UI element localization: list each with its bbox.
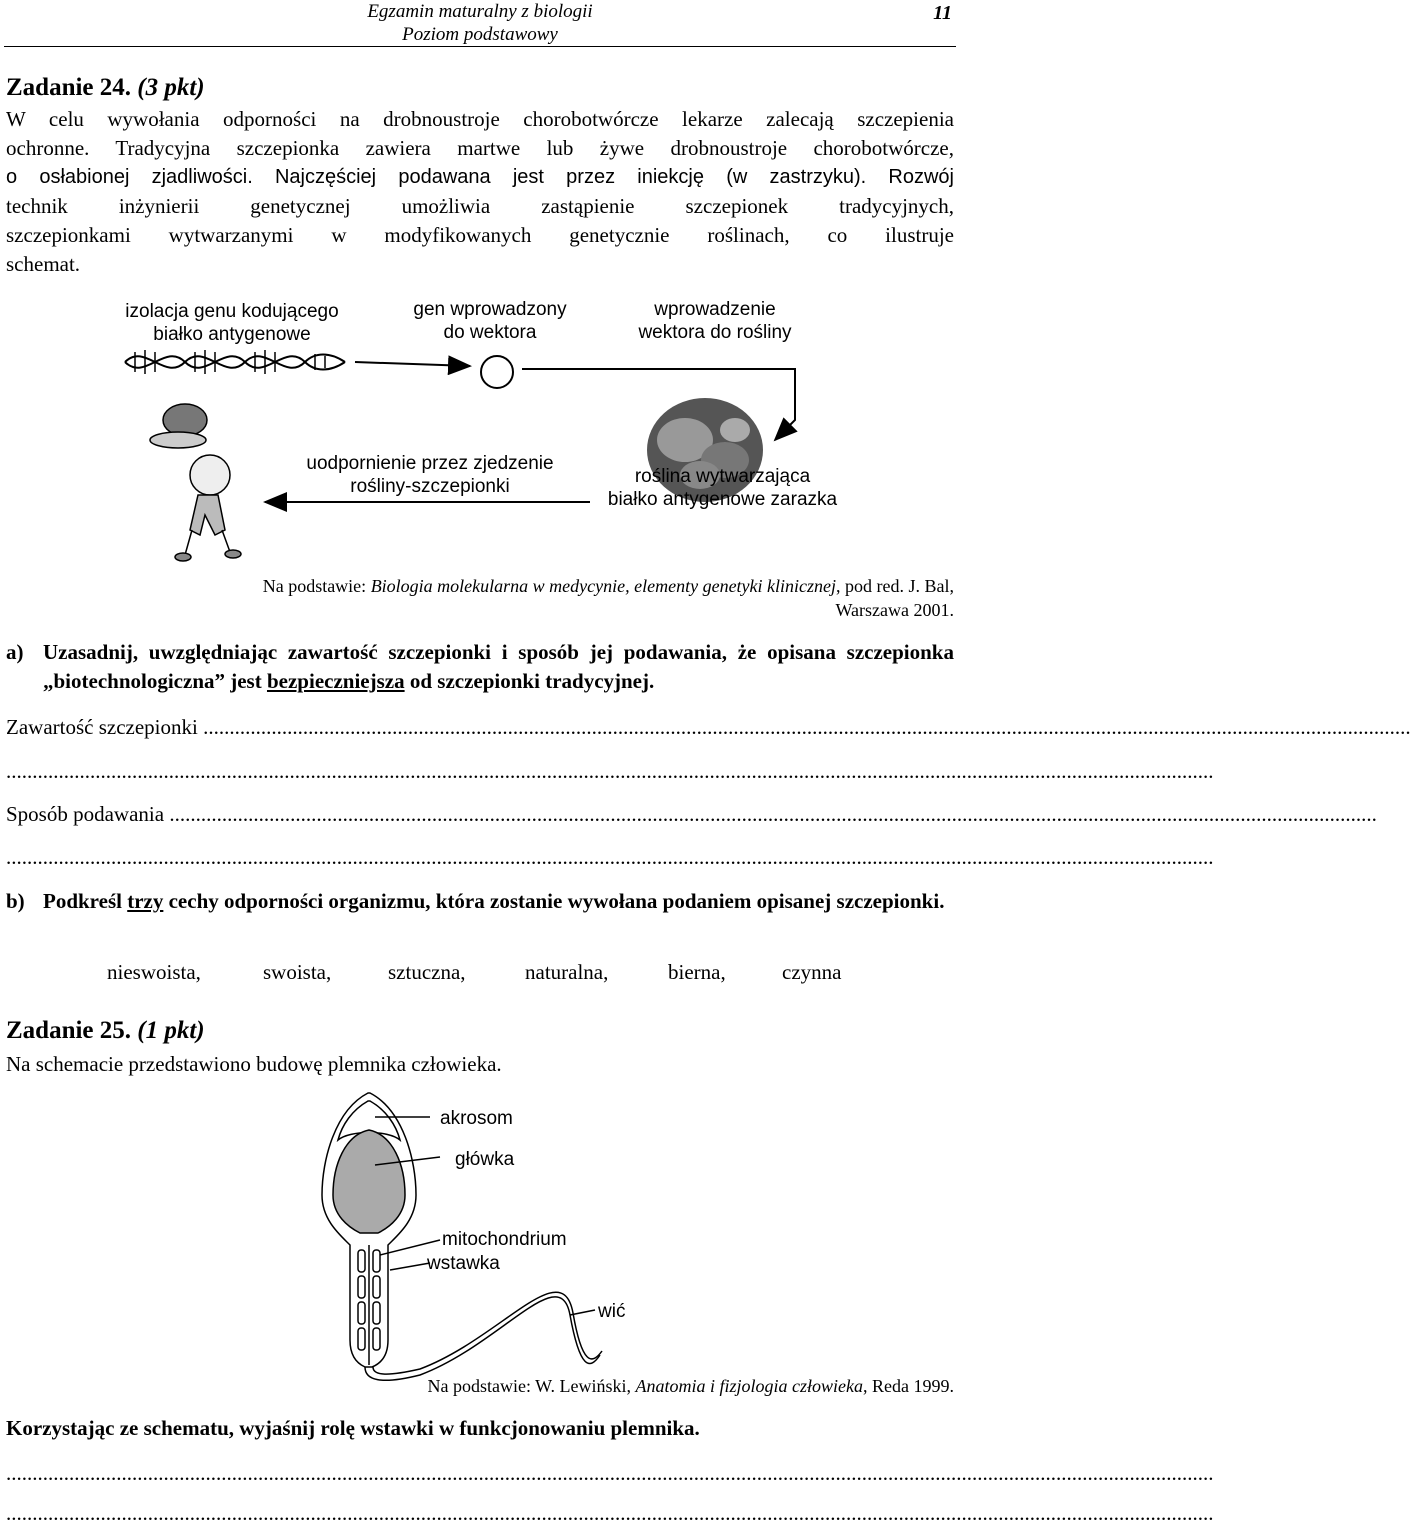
task24-part-b: [6, 887, 954, 916]
intro-line: schemat.: [6, 252, 81, 276]
answer-dots: ......................................................................................................................................................................................................................................: [203, 715, 1411, 739]
task25-source: [154, 1374, 954, 1398]
label-gene-vector: [370, 298, 610, 344]
option-sztuczna[interactable]: sztuczna,: [388, 960, 466, 984]
task24-source: [94, 574, 954, 622]
answer-dots: ......................................................................................................................................................................................................................................: [6, 759, 1214, 783]
task25-title-main: Zadanie 25.: [6, 1017, 132, 1044]
source-line-2: Warszawa 2001.: [835, 600, 954, 620]
source-prefix: Na podstawie: W. Lewiński,: [427, 1376, 636, 1396]
label-line: wektora do rośliny: [638, 322, 792, 343]
text-segment: cechy odporności organizmu, która zostanie wywołana podaniem opisanej szczepionki.: [163, 889, 945, 913]
answer-dots: ......................................................................................................................................................................................................................................: [6, 845, 1214, 869]
header-divider: [4, 46, 956, 47]
option-naturalna[interactable]: naturalna,: [525, 960, 609, 984]
answer-field-administration[interactable]: [6, 801, 1377, 827]
option-czynna[interactable]: czynna: [782, 960, 842, 984]
tail-flagellum: [365, 1297, 600, 1380]
label-line: białko antygenowe: [153, 324, 311, 345]
source-title: Anatomia i fizjologia człowieka: [635, 1376, 864, 1396]
label-acrosome: akrosom: [440, 1108, 513, 1129]
label-line: uodpornienie przez zjedzenie: [306, 453, 554, 474]
arrow-down-to-plant: [770, 369, 795, 440]
answer-line[interactable]: [6, 1500, 1214, 1526]
source-prefix: Na podstawie:: [262, 576, 371, 596]
label-line: wprowadzenie: [654, 299, 776, 320]
task24-title-main: Zadanie 24.: [6, 74, 132, 101]
vector-plasmid-icon: [481, 356, 513, 388]
label-midpiece: wstawka: [427, 1253, 500, 1274]
child-eating-plant-icon: [150, 404, 241, 561]
label-line: do wektora: [443, 322, 537, 343]
label-tail: wić: [598, 1301, 626, 1322]
mitochondrion-shape: [358, 1250, 365, 1272]
dna-helix-icon: [125, 350, 345, 374]
arrow-to-vector: [355, 362, 470, 366]
task24-part-a: [6, 638, 954, 696]
intro-line: W celu wywołania odporności na drobnoustroje chorobotwórcze lekarze zalecają szczepienia: [6, 107, 954, 131]
source-suffix: , pod red. J. Bal,: [836, 576, 954, 596]
intro-line: o osłabionej zjadliwości. Najczęściej podawana jest przez iniekcję (w zastrzyku). Rozwój: [6, 166, 954, 188]
option-nieswoista[interactable]: nieswoista,: [107, 960, 201, 984]
label-mitochondrion: mitochondrium: [442, 1229, 567, 1250]
answer-dots: ......................................................................................................................................................................................................................................: [6, 1461, 1214, 1485]
answer-line[interactable]: [6, 1460, 1214, 1486]
answer-line[interactable]: [6, 844, 1214, 870]
part-letter: a): [6, 640, 24, 664]
option-swoista[interactable]: swoista,: [263, 960, 332, 984]
field-label: Sposób podawania: [6, 802, 170, 826]
answer-line[interactable]: [6, 758, 1214, 784]
source-line-1: [94, 574, 954, 598]
text-segment: Uzasadnij, uwzględniając zawartość szczepionki i sposób jej podawania, że opisana szczepionka „biotechnologiczna” jest: [43, 640, 954, 693]
text-segment: Podkreśl: [43, 889, 128, 913]
intro-line: ochronne. Tradycyjna szczepionka zawiera martwe lub żywe drobnoustroje chorobotwórcze,: [6, 136, 954, 160]
text-segment: od szczepionki tradycyjnej.: [404, 669, 655, 693]
answer-field-content[interactable]: [6, 714, 1411, 740]
label-head: główka: [455, 1149, 515, 1170]
label-gene-isolation: [92, 300, 372, 346]
answer-dots: ......................................................................................................................................................................................................................................: [169, 802, 1377, 826]
text-underlined: bezpieczniejsza: [266, 669, 405, 693]
task24-intro: [6, 105, 954, 279]
part-b-text: [43, 887, 954, 916]
part-a-text: [43, 638, 954, 696]
answer-dots: ......................................................................................................................................................................................................................................: [6, 1501, 1214, 1525]
label-vector-into-plant: [600, 298, 830, 344]
label-line: gen wprowadzony: [413, 299, 567, 320]
leader-midpiece: [390, 1263, 430, 1270]
task24-points: (3 pkt): [137, 74, 205, 101]
source-suffix: , Reda 1999.: [863, 1376, 954, 1396]
label-immunization: [280, 452, 580, 498]
task24-title: [6, 74, 205, 102]
leader-tail: [570, 1310, 595, 1315]
task25-title: [6, 1017, 205, 1045]
text-underlined: trzy: [127, 889, 164, 913]
option-bierna[interactable]: bierna,: [668, 960, 726, 984]
exam-header-title: Egzamin maturalny z biologii: [367, 1, 593, 22]
head-nucleus: [333, 1130, 405, 1233]
intro-line: szczepionkami wytwarzanymi w modyfikowanych genetycznie roślinach, co ilustruje: [6, 223, 954, 247]
page-number: 11: [933, 2, 952, 24]
label-line: izolacja genu kodującego: [125, 301, 339, 322]
field-label: Zawartość szczepionki: [6, 715, 204, 739]
label-line: rośliny-szczepionki: [350, 476, 510, 497]
label-line: roślina wytwarzająca: [634, 466, 811, 487]
task25-question: Korzystając ze schematu, wyjaśnij rolę wstawki w funkcjonowaniu plemnika.: [6, 1416, 700, 1440]
label-line: białko antygenowe zarazka: [607, 489, 838, 510]
task25-points: (1 pkt): [137, 1017, 205, 1044]
task25-intro: Na schemacie przedstawiono budowę plemnika człowieka.: [6, 1052, 502, 1076]
label-plant-producing-antigen: [590, 465, 855, 511]
exam-header-level: Poziom podstawowy: [402, 24, 558, 45]
intro-line: technik inżynierii genetycznej umożliwia zastąpienie szczepionek tradycyjnych,: [6, 194, 954, 218]
source-title: Biologia molekularna w medycynie, elementy genetyki klinicznej: [370, 576, 837, 596]
part-letter: b): [6, 889, 25, 913]
